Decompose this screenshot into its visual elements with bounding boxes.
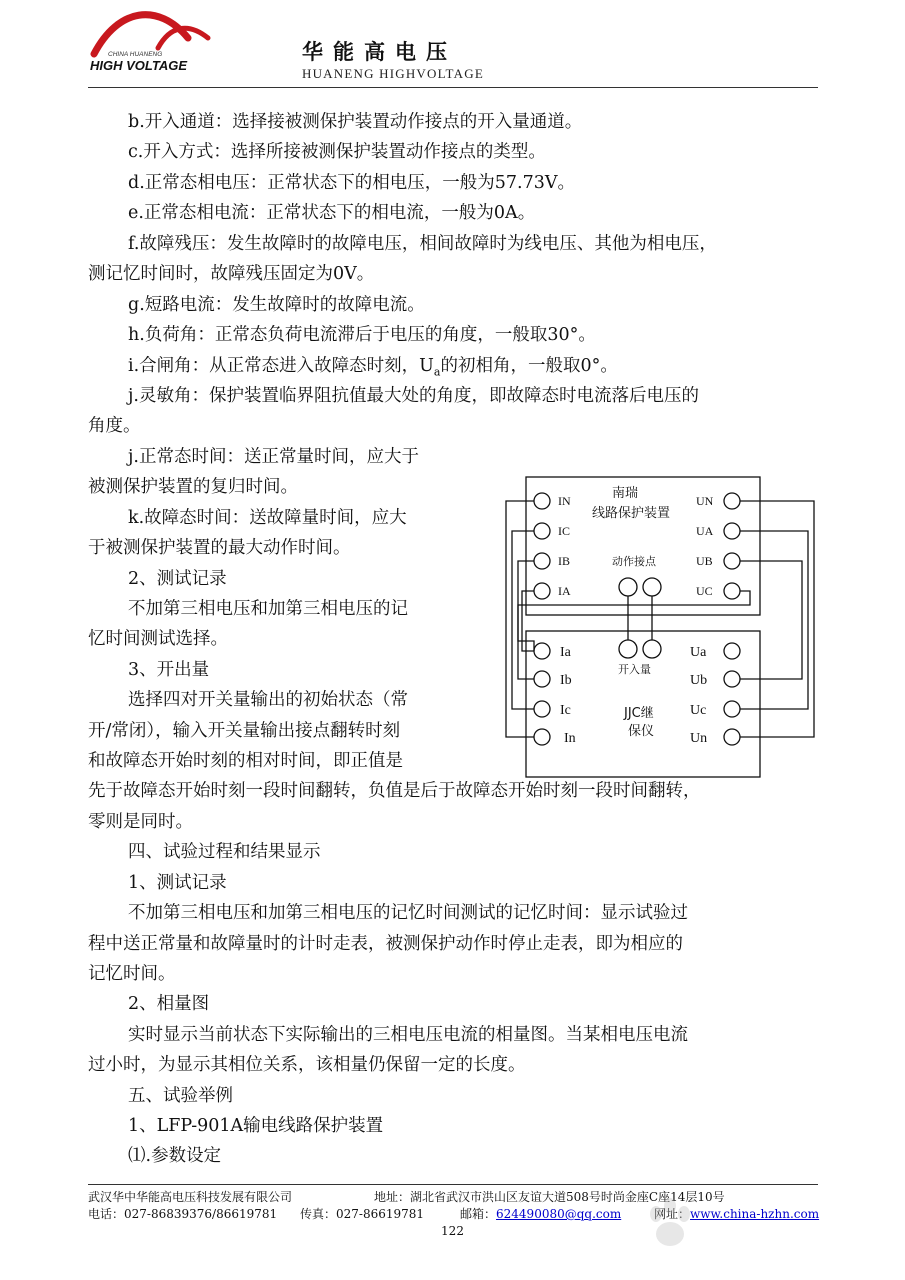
section-heading: 五、试验举例	[128, 1086, 233, 1106]
svg-text:CHINA HUANENG: CHINA HUANENG	[108, 51, 163, 58]
svg-text:UA: UA	[696, 524, 714, 538]
svg-text:南瑞: 南瑞	[612, 486, 639, 501]
footer-divider	[88, 1184, 818, 1185]
text-line: 实时显示当前状态下实际输出的三相电压电流的相量图。当某相电压电流	[128, 1025, 688, 1045]
svg-text:IB: IB	[558, 554, 570, 568]
text-line: h.负荷角：正常态负荷电流滞后于电压的角度，一般取30°。	[128, 325, 596, 345]
text-line: j.灵敏角：保护装置临界阻抗值最大处的角度，即故障态时电流落后电压的	[128, 386, 699, 406]
svg-text:Uc: Uc	[690, 703, 707, 718]
svg-text:UB: UB	[696, 554, 713, 568]
header-divider	[88, 87, 818, 88]
text-line: d.正常态相电压：正常状态下的相电压，一般为57.73V。	[128, 173, 576, 193]
section-heading: 1、LFP-901A输电线路保护装置	[128, 1116, 384, 1136]
section-heading: 1、测试记录	[128, 873, 227, 893]
text-line: 先于故障态开始时刻一段时间翻转，负值是后于故障态开始时刻一段时间翻转，	[88, 781, 701, 801]
text-line: 被测保护装置的复归时间。	[88, 477, 298, 497]
text-line: 程中送正常量和故障量时的计时走表，被测保护动作时停止走表，即为相应的	[88, 934, 683, 954]
svg-text:Ub: Ub	[690, 673, 708, 688]
website-link[interactable]: www.china-hzhn.com	[690, 1207, 820, 1221]
text-line: 忆时间测试选择。	[88, 629, 228, 649]
svg-text:UN: UN	[696, 494, 714, 508]
text-line: f.故障残压：发生故障时的故障电压，相间故障时为线电压、其他为相电压，	[128, 234, 717, 254]
text-line: e.正常态相电流：正常状态下的相电流，一般为0A。	[128, 203, 536, 223]
wires	[506, 501, 814, 737]
svg-text:开入量: 开入量	[618, 663, 651, 676]
page-number: 122	[441, 1224, 464, 1238]
text-line: b.开入通道：选择接被测保护装置动作接点的开入量通道。	[128, 112, 583, 132]
text-line: j.正常态时间：送正常量时间，应大于	[128, 447, 419, 467]
text-line: 不加第三相电压和加第三相电压的记	[128, 599, 408, 619]
company-phone: 电话：027-86839376/86619781	[88, 1207, 278, 1221]
svg-text:Ic: Ic	[560, 703, 571, 718]
svg-text:Ua: Ua	[690, 645, 707, 660]
text-line: 过小时，为显示其相位关系，该相量仍保留一定的长度。	[88, 1055, 526, 1075]
svg-text:线路保护装置: 线路保护装置	[592, 506, 671, 521]
text-line: 零则是同时。	[88, 812, 193, 832]
company-website: 网址：www.china-hzhn.com	[654, 1207, 820, 1221]
text-line: i.合闸角：从正常态进入故障态时刻，$U_a$的初相角，一般取0°。	[128, 356, 618, 379]
svg-text:In: In	[564, 731, 576, 746]
svg-text:IN: IN	[558, 494, 571, 508]
section-heading: 3、开出量	[128, 660, 210, 680]
svg-text:HIGH VOLTAGE: HIGH VOLTAGE	[90, 58, 188, 73]
wiring-diagram	[500, 473, 820, 793]
company-fax: 传真：027-86619781	[300, 1207, 425, 1221]
text-line: g.短路电流：发生故障时的故障电流。	[128, 295, 425, 315]
paw-watermark-icon	[640, 1186, 880, 1266]
company-address: 地址：湖北省武汉市洪山区友谊大道508号时尚金座C座14层10号	[374, 1190, 725, 1204]
svg-text:动作接点: 动作接点	[612, 555, 656, 568]
text-line: c.开入方式：选择所接被测保护装置动作接点的类型。	[128, 142, 546, 162]
text-line: 于被测保护装置的最大动作时间。	[88, 538, 351, 558]
svg-text:Ia: Ia	[560, 645, 571, 660]
company-email: 邮箱：624490080@qq.com	[460, 1207, 622, 1221]
text-line: ⑴.参数设定	[128, 1146, 222, 1166]
svg-text:保仪: 保仪	[628, 724, 655, 739]
svg-text:IC: IC	[558, 524, 570, 538]
section-heading: 2、相量图	[128, 994, 210, 1014]
svg-text:JJC继: JJC继	[624, 706, 654, 721]
brand-name-en: HUANENG HIGHVOLTAGE	[302, 66, 484, 81]
text-line: k.故障态时间：送故障量时间，应大	[128, 508, 407, 528]
page-header	[88, 8, 818, 86]
text-line: 测记忆时间时，故障残压固定为0V。	[88, 264, 375, 284]
section-heading: 四、试验过程和结果显示	[128, 842, 321, 862]
brand-name-cn: 华能高电压	[302, 40, 457, 64]
text-line: 和故障态开始时刻的相对时间，即正值是	[88, 751, 403, 771]
svg-text:IA: IA	[558, 584, 571, 598]
svg-text:Un: Un	[690, 731, 708, 746]
svg-text:Ib: Ib	[560, 673, 572, 688]
text-line: 选择四对开关量输出的初始状态（常	[128, 690, 408, 710]
text-line: 不加第三相电压和加第三相电压的记忆时间测试的记忆时间：显示试验过	[128, 903, 688, 923]
section-heading: 2、测试记录	[128, 569, 227, 589]
company-logo	[88, 8, 216, 82]
svg-text:UC: UC	[696, 584, 713, 598]
text-line: 记忆时间。	[88, 964, 176, 984]
text-line: 角度。	[88, 416, 141, 436]
text-line: 开/常闭），输入开关量输出接点翻转时刻	[88, 721, 401, 741]
company-name: 武汉华中华能高电压科技发展有限公司	[88, 1190, 293, 1204]
email-link[interactable]: 624490080@qq.com	[496, 1207, 622, 1221]
